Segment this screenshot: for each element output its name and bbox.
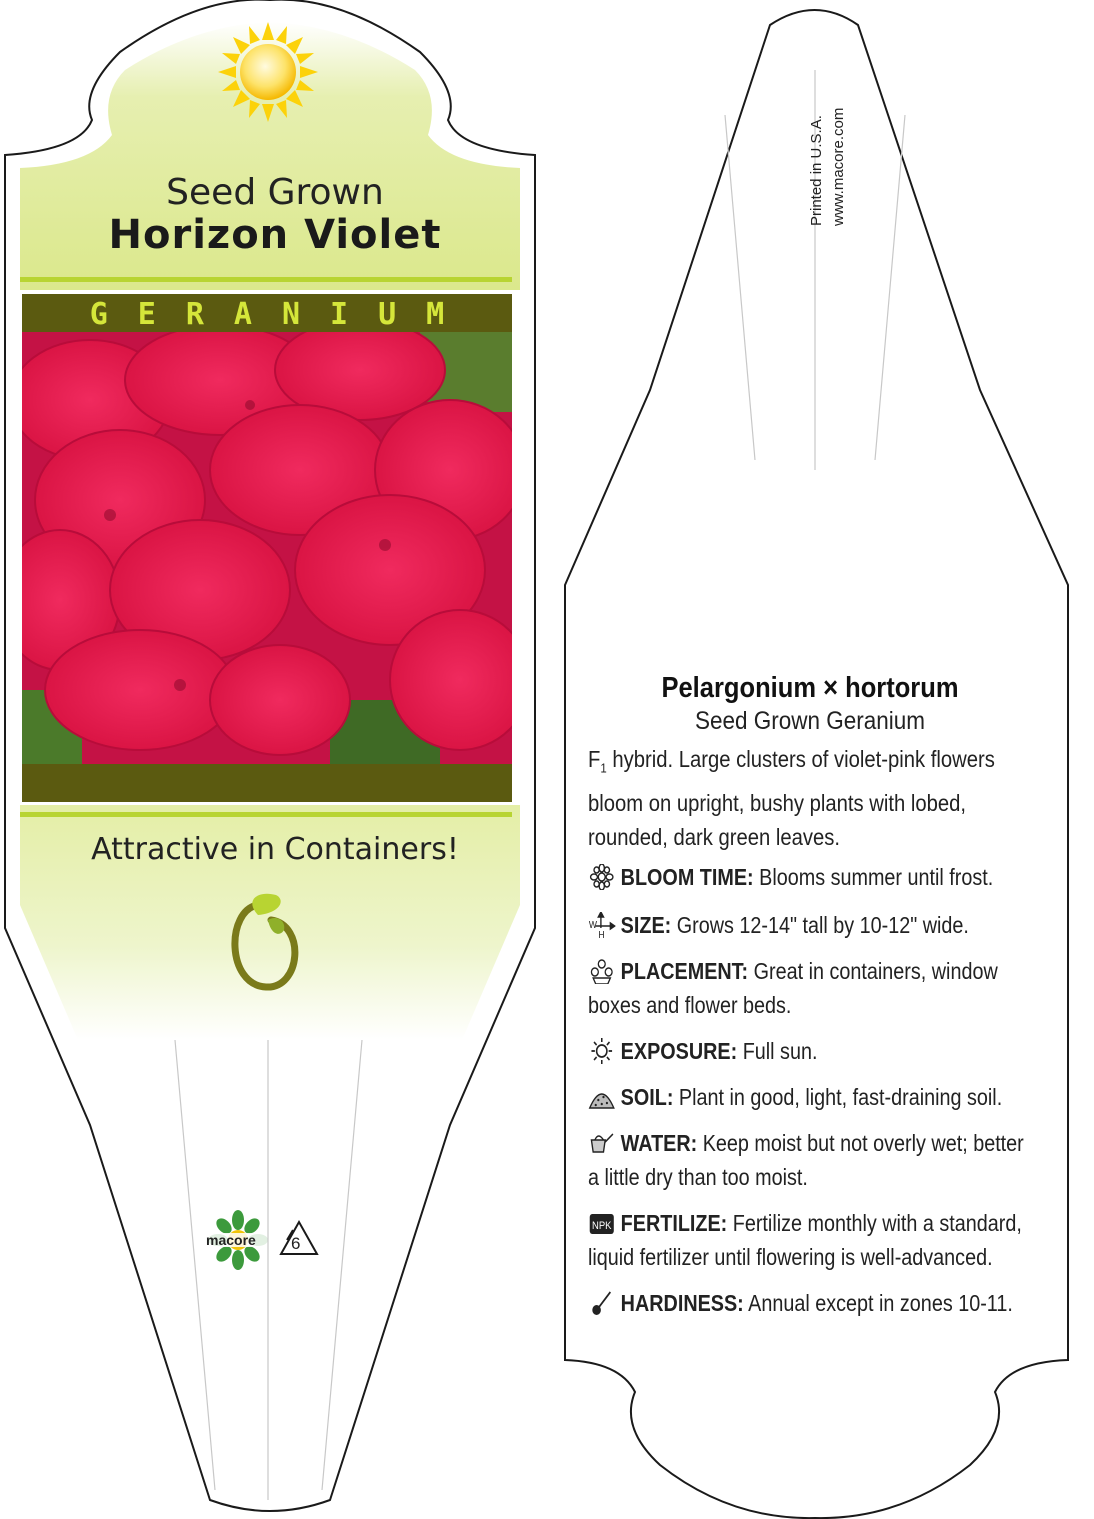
fertilizer-icon [588,1210,616,1236]
flower-icon [588,864,616,890]
size-text: Grows 12-14" tall by 10-12" wide. [671,911,969,938]
svg-text:H: H [598,929,605,938]
care-row-bloom [588,860,1027,894]
front-tagline: Attractive in Containers! [91,832,459,867]
water-text: Keep moist but not overly wet; better a little dry than too moist. [588,1129,1024,1190]
care-row-exposure [588,1034,1027,1068]
care-row-fertilize [588,1206,1027,1274]
soil-text: Plant in good, light, fast-draining soil. [673,1083,1003,1110]
svg-text:W: W [588,919,597,930]
care-row-water [588,1126,1027,1194]
sun-icon [218,22,318,122]
care-row-hardiness [588,1286,1027,1320]
watering-can-icon [588,1130,616,1156]
description-text: hybrid. Large clusters of violet-pink flowers bloom on upright, bushy plants with lobed, rounded, dark green leaves. [588,746,995,850]
bloom-text: Blooms summer until frost. [753,863,994,890]
plant-info [588,672,1058,1320]
care-row-placement [588,954,1027,1022]
hardiness-label: HARDINESS: [620,1289,744,1316]
bloom-label: BLOOM TIME: [620,863,754,890]
front-title-line2: Horizon Violet [108,212,442,258]
size-icon [588,912,616,938]
exposure-label: EXPOSURE: [620,1037,738,1064]
sun-icon [588,1038,616,1064]
genus-label: GERANIUM [89,296,475,332]
placement-icon [588,958,616,984]
soil-icon [588,1084,616,1110]
genus-band [22,296,512,332]
placement-label: PLACEMENT: [620,957,749,984]
thermometer-icon [588,1290,616,1316]
svg-text:NPK: NPK [592,1220,612,1232]
brand-name: macore [206,1232,256,1248]
exposure-text: Full sun. [737,1037,818,1064]
size-label: SIZE: [620,911,672,938]
care-row-size [588,908,1027,942]
recycle-code: 6 [291,1234,301,1253]
website-text: www.macore.com [830,107,847,226]
flower-photo [0,320,530,764]
front-title-line1: Seed Grown [166,172,384,213]
description-prefix: F [588,746,601,772]
print-info [808,70,852,230]
fertilize-label: FERTILIZE: [620,1209,728,1236]
description-sub: 1 [600,760,607,776]
water-label: WATER: [620,1129,698,1156]
soil-label: SOIL: [620,1083,674,1110]
fertilize-text: Fertilize monthly with a standard, liquid fertilizer until flowering is well-advanced. [588,1209,1022,1270]
common-name: Seed Grown Geranium [694,707,926,735]
care-row-soil [588,1080,1027,1114]
description [588,742,1028,854]
placement-text: Great in containers, window boxes and flower beds. [588,957,998,1018]
printed-in-text: Printed in U.S.A. [808,115,825,226]
scientific-name: Pelargonium × hortorum [661,672,959,704]
hardiness-text: Annual except in zones 10-11. [743,1289,1013,1316]
